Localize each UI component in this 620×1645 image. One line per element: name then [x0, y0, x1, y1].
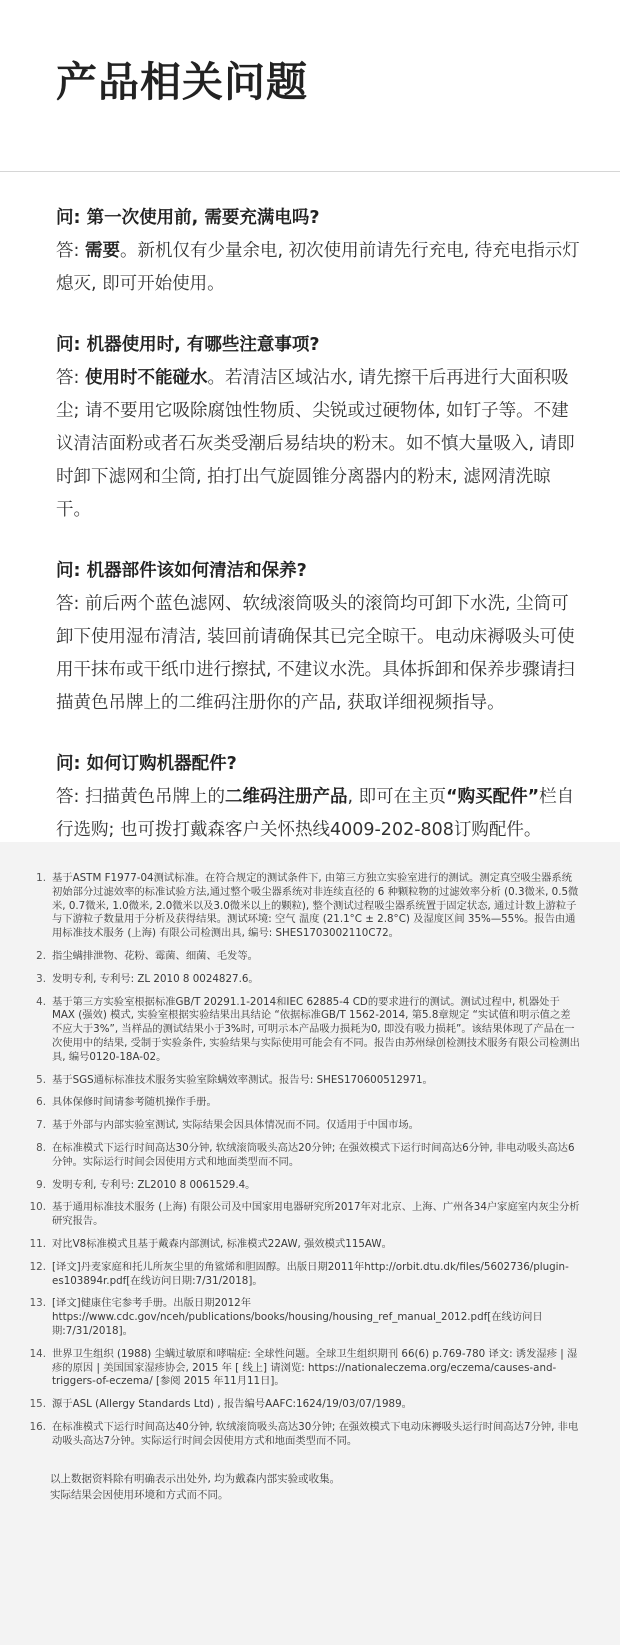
- footnote-number: 11.: [29, 1237, 46, 1250]
- footnote-text: 具体保修时间请参考随机操作手册。: [52, 1096, 217, 1109]
- footnote-number: 3.: [36, 972, 46, 985]
- faq-question: 问: 机器使用时, 有哪些注意事项?: [56, 335, 320, 355]
- footnote-item: [28, 1142, 580, 1170]
- footnote-item: [28, 1119, 580, 1133]
- footnote-text: 在标准模式下运行时间高达30分钟, 软绒滚筒吸头高达20分钟; 在强效模式下运行时间高达6分钟, 非电动吸头高达6分钟。实际运行时间会因使用方式和地面类型而不同。: [52, 1141, 575, 1168]
- footnote-number: 10.: [29, 1201, 46, 1214]
- footnote-text: [译文]健康住宅参考手册。出版日期2012年https://www.cdc.gov/nceh/publications/books/housing/housing_ref_manual_2012.pdf[在线访问日期:7/31/2018]。: [52, 1297, 543, 1337]
- faq-question: 问: 如何订购机器配件?: [56, 754, 237, 774]
- footnote-number: 8.: [36, 1141, 46, 1154]
- faq-question: 问: 机器部件该如何清洁和保养?: [56, 561, 307, 581]
- footnote-text: 基于第三方实验室根据标准GB/T 20291.1-2014和IEC 62885-4 CD的要求进行的测试。测试过程中, 机器处于MAX (强效) 模式, 实验室根据实验结果出具结论 “依据标准GB/T 1562-2014, 第5.8章规定 “实试值和明示值之差不应大于3%”, 当样品的测试结果小于3%时, 可明示本产品吸力损耗为0, 即没有吸力损耗”。该结果体现了产品在一次使用中的结果, 受制于实验条件, 实验结果与实际使用可能会有不同。报告由苏州绿创检测技术服务有限公司检测出具, 编号0120-18A-02。: [52, 995, 580, 1063]
- footnote-number: 2.: [36, 949, 46, 962]
- faq-item: [56, 751, 584, 847]
- footnote-item: [28, 950, 580, 964]
- answer-highlight: 二维码注册产品: [224, 787, 348, 807]
- footnotes-section: [0, 842, 620, 1645]
- footnote-item: [28, 1096, 580, 1110]
- footnote-item: [28, 1421, 580, 1449]
- footnote-item: [28, 1348, 580, 1389]
- footnote-item: [28, 872, 580, 941]
- footnote-item: [28, 973, 580, 987]
- faq-answer: 答: 使用时不能碰水。若清洁区域沾水, 请先擦干后再进行大面积吸尘; 请不要用它吸除腐蚀性物质、尖锐或过硬物体, 如钉子等。不建议清洁面粉或者石灰类受潮后易结块的粉末。如不慎大量吸入, 请即时卸下滤网和尘筒, 拍打出气旋圆锥分离器内的粉末, 滤网清洗晾干。: [56, 368, 575, 520]
- footnote-item: [28, 1201, 580, 1229]
- faq-answer: 答: 需要。新机仅有少量余电, 初次使用前请先行充电, 待充电指示灯熄灭, 即可开始使用。: [56, 241, 580, 294]
- footnote-text: 在标准模式下运行时间高达40分钟, 软绒滚筒吸头高达30分钟; 在强效模式下电动床褥吸头运行时间高达7分钟, 非电动吸头高达7分钟。实际运行时间会因使用方式和地面类型而不同。: [52, 1420, 579, 1447]
- faq-section: [0, 172, 620, 847]
- footnote-item: [28, 1074, 580, 1088]
- footnote-text: 基于SGS通标标准技术服务实验室除螨效率测试。报告号: SHES170600512971。: [52, 1073, 433, 1086]
- page-title: 产品相关问题: [56, 58, 308, 106]
- footnote-number: 7.: [36, 1119, 46, 1132]
- faq-answer: 答: 扫描黄色吊牌上的二维码注册产品, 即可在主页“购买配件”栏自行选购; 也可拨打戴森客户关怀热线4009-202-808订购配件。: [56, 787, 575, 840]
- footnote-number: 16.: [29, 1420, 46, 1433]
- footnote-text: 发明专利, 专利号: ZL 2010 8 0024827.6。: [52, 972, 259, 985]
- footnote-text: 基于通用标准技术服务 (上海) 有限公司及中国家用电器研究所2017年对北京、上海、广州各34户家庭室内灰尘分析研究报告。: [52, 1201, 580, 1228]
- footnote-item: [28, 996, 580, 1065]
- footnote-number: 14.: [29, 1347, 46, 1360]
- footnote-text: 指尘螨排泄物、花粉、霉菌、细菌、毛发等。: [52, 949, 258, 962]
- disclaimer-line: 以上数据资料除有明确表示出处外, 均为戴森内部实验或收集。: [50, 1472, 341, 1485]
- footnote-number: 4.: [36, 995, 46, 1008]
- footnote-number: 15.: [29, 1398, 46, 1411]
- disclaimer: [50, 1471, 580, 1503]
- footnote-text: 对比V8标准模式且基于戴森内部测试, 标准模式22AW, 强效模式115AW。: [52, 1237, 392, 1250]
- answer-highlight: 需要: [84, 241, 120, 261]
- footnote-item: [28, 1261, 580, 1289]
- footnote-list: [28, 872, 580, 1449]
- footnote-number: 9.: [36, 1178, 46, 1191]
- footnote-text: 基于ASTM F1977-04测试标准。在符合规定的测试条件下, 由第三方独立实验室进行的测试。测定真空吸尘器系统初始部分过滤效率的标准试验方法,通过整个吸尘器系统对非连续直径的 6 种颗粒物的过滤效率分析 (0.3微米, 0.5微米, 0.7微米, 1.0微米, 2.0微米以及3.0微米以上的颗粒), 整个测试过程吸尘器系统置于固定状态, 通过计数上游粒子与下游粒子数量用于分析及获得结果。测试环境: 空气 温度 (21.1°C ± 2.8°C) 及湿度区间 35%—55%。报告由通用标准技术服务 (上海) 有限公司检测出具, 编号: SHES1703002110C72。: [52, 872, 579, 940]
- footnote-item: [28, 1238, 580, 1252]
- faq-item: [56, 558, 584, 720]
- footnote-item: [28, 1297, 580, 1338]
- footnote-number: 5.: [36, 1073, 46, 1086]
- page-header: [0, 0, 620, 172]
- footnote-number: 6.: [36, 1096, 46, 1109]
- footnote-text: 基于外部与内部实验室测试, 实际结果会因具体情况而不同。仅适用于中国市场。: [52, 1119, 419, 1132]
- footnote-text: [译文]丹麦家庭和托儿所灰尘里的角鲨烯和胆固醇。出版日期2011年http://orbit.dtu.dk/files/5602736/plugin-es103894r.pdf[在线访问日期:7/31/2018]。: [52, 1260, 569, 1287]
- footnote-text: 源于ASL (Allergy Standards Ltd) , 报告编号AAFC:1624/19/03/07/1989。: [52, 1398, 412, 1411]
- faq-answer: 答: 前后两个蓝色滤网、软绒滚筒吸头的滚筒均可卸下水洗, 尘筒可卸下使用湿布清洁, 装回前请确保其已完全晾干。电动床褥吸头可使用干抹布或干纸巾进行擦拭, 不建议水洗。具体拆卸和保养步骤请扫描黄色吊牌上的二维码注册你的产品, 获取详细视频指导。: [56, 594, 575, 713]
- footnote-text: 世界卫生组织 (1988) 尘螨过敏原和哮喘症: 全球性问题。全球卫生组织期刊 66(6) p.769-780 译文: 诱发湿疹 | 湿疹的原因 | 美国国家湿疹协会, 2015 年 [ 线上] 请浏览: https://nationaleczema.org/eczema/causes-and-triggers-of-eczema/ [参阅 2015 年11月11日]。: [52, 1347, 578, 1388]
- faq-item: [56, 332, 584, 527]
- answer-highlight: 使用时不能碰水: [84, 368, 208, 388]
- faq-question: 问: 第一次使用前, 需要充满电吗?: [56, 208, 320, 228]
- footnote-number: 1.: [36, 872, 46, 884]
- disclaimer-line: 实际结果会因使用环境和方式而不同。: [50, 1488, 229, 1501]
- footnote-item: [28, 1179, 580, 1193]
- footnote-number: 12.: [29, 1260, 46, 1273]
- footnote-text: 发明专利, 专利号: ZL2010 8 0061529.4。: [52, 1178, 256, 1191]
- footnote-item: [28, 1398, 580, 1412]
- answer-highlight: “购买配件”: [446, 787, 540, 807]
- footnote-number: 13.: [29, 1297, 46, 1310]
- faq-item: [56, 205, 584, 301]
